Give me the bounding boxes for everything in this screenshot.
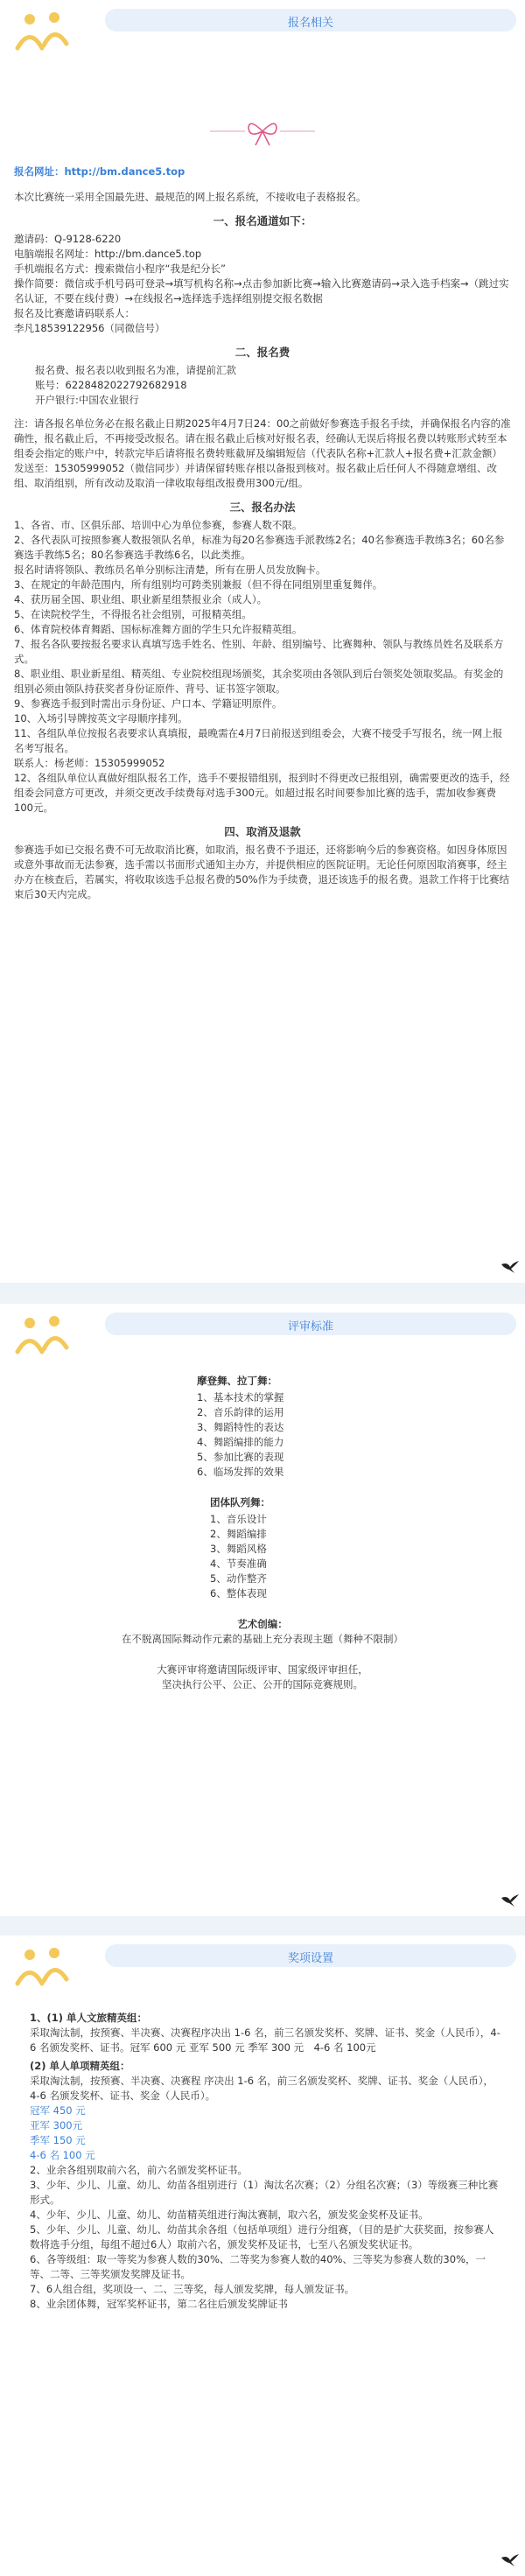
channel-line: 操作简要：微信或手机号码可登录→填写机构名称→点击参加新比赛→输入比赛邀请码→录入选手档案→（跳过实名认证，不要在线付费）→在线报名→选择选手选择组别提交报名数据 xyxy=(14,277,509,304)
award-text: 采取淘汰制，按预赛、半决赛、决赛程 序决出 1-6 名，前三名颁发奖杯、奖牌、证书、奖金（人民币），4-6 名颁发奖杯、证书、奖金（人民币）。 xyxy=(30,2075,494,2102)
section-title-pill xyxy=(105,1312,516,1335)
registration-url[interactable]: 报名网址：http://bm.dance5.top xyxy=(14,165,186,178)
criteria-item: 5、参加比赛的表现 xyxy=(197,1451,284,1463)
prize-amount: 季军 150 元 xyxy=(30,2134,86,2146)
criteria-panel xyxy=(0,1304,525,1916)
method-line: 2、各代表队可按照参赛人数报领队名单，标准为每20名参赛选手派教练2名；40名参赛选手教练3名；60名参赛选手教练5名；80名参赛选手教练6名，以此类推。 xyxy=(14,534,505,561)
method-line: 12、各组队单位认真做好组队报名工作，选手不要报错组别，报到时不得更改已报组别，确需要更改的选手，经组委会同意方可更改，并须交更改手续费每对选手300元。如超过报名时间要参加比赛的选手，需加收参赛费100元。 xyxy=(14,772,510,814)
closing-line: 坚决执行公平、公正、公开的国际竞赛规则。 xyxy=(162,1678,363,1690)
criteria-item: 5、动作整齐 xyxy=(210,1572,267,1585)
method-line: 10、入场引导牌按英文字母顺序排列。 xyxy=(14,712,188,724)
other-awards-list xyxy=(30,2163,502,2312)
criteria-closing xyxy=(14,1662,511,1692)
criteria-item: 1、音乐设计 xyxy=(210,1513,267,1525)
award-group-title: (2) 单人单项精英组： xyxy=(30,2060,130,2072)
method-line: 3、在规定的年龄范围内，所有组别均可跨类别兼报（但不得在同组别里重复舞伴。 xyxy=(14,578,383,591)
prize-amount: 亚军 300元 xyxy=(30,2119,83,2132)
award-line: 8、业余团体舞，冠军奖杯证书，第二名往后颁发奖牌证书 xyxy=(30,2298,288,2310)
fee-line: 账号：6228482022792682918 xyxy=(35,379,187,391)
criteria-item: 6、临场发挥的效果 xyxy=(197,1466,284,1478)
criteria-item: 4、节奏准确 xyxy=(210,1558,267,1570)
method-line: 7、报名各队要按报名要求认真填写选手姓名、性别、年龄、组别编号、比赛舞种、领队与教练员姓名及联系方式。 xyxy=(14,638,504,665)
awards-header xyxy=(0,1936,525,1997)
criteria-item: 2、舞蹈编排 xyxy=(210,1528,267,1540)
criteria-body xyxy=(0,1374,525,1692)
refund-text: 参赛选手如已交报名费不可无故取消比赛，如取消，报名费不予退还，还将影响今后的参赛资格。如因身体原因或意外事故而无法参赛，选手需以书面形式通知主办方，并提供相应的医院证明。无论任何原因取消赛事，经主办方在核查后，若属实，将收取该选手总报名费的50%作为手续费，退还该选手的报名费。退款工作将于比赛结束后30天内完成。 xyxy=(14,844,510,900)
channel-line: 李凡18539122956（同微信号） xyxy=(14,322,165,334)
swallow-icon xyxy=(500,1894,520,1908)
section-title-pill xyxy=(105,9,516,32)
criteria-item: 3、舞蹈风格 xyxy=(210,1543,267,1555)
method-line: 联系人：杨老师：15305999052 xyxy=(14,757,165,769)
method-line: 报名时请将领队、教练员名单分别标注清楚，所有在册人员发放胸卡。 xyxy=(14,564,326,576)
award-group-title: 1、(1) 单人文旅精英组： xyxy=(30,2012,148,2024)
award-line: 7、6人组合组，奖项设一、二、三等奖，每人颁发奖牌，每人颁发证书。 xyxy=(30,2283,355,2295)
team-criteria-group xyxy=(210,1495,315,1601)
section-title: 报名相关 xyxy=(287,17,333,30)
channel-line: 电脑端报名网址：http://bm.dance5.top xyxy=(14,248,202,260)
section-title: 评审标准 xyxy=(287,1320,333,1334)
criteria-item: 1、基本技术的掌握 xyxy=(197,1391,284,1404)
closing-line: 大赛评审将邀请国际级评审、国家级评审担任， xyxy=(157,1663,368,1676)
channel-list xyxy=(14,232,511,336)
criteria-item: 3、舞蹈特性的表达 xyxy=(197,1421,284,1433)
criteria-item: 2、音乐韵律的运用 xyxy=(197,1406,284,1418)
dancer-decoration-icon xyxy=(9,9,79,52)
method-line: 6、体育院校体育舞蹈、国标标准舞方面的学生只允许报精英组。 xyxy=(14,623,303,635)
fee-heading: 二、报名费 xyxy=(234,346,290,359)
registration-panel xyxy=(0,0,525,1283)
award-line: 4、少年、少儿、儿童、幼儿、幼苗精英组进行淘汰赛制，取六名，颁发奖金奖杯及证书。 xyxy=(30,2208,429,2221)
latin-criteria-group xyxy=(197,1374,328,1480)
ribbon-bow-icon xyxy=(210,114,315,149)
award-line: 3、少年、少儿、儿童、幼儿、幼苗各组别进行（1）淘汰名次赛；（2）分组名次赛；（3）等级赛三种比赛形式。 xyxy=(30,2179,499,2206)
swallow-icon xyxy=(500,1260,520,1274)
channel-line: 邀请码：Q-9128-6220 xyxy=(14,233,122,245)
channel-line: 报名及比赛邀请码联系人： xyxy=(14,307,135,319)
criteria-group-title: 摩登舞、拉丁舞： xyxy=(197,1375,277,1387)
award-line: 2、业余各组别取前六名，前六名颁发奖杯证书。 xyxy=(30,2164,248,2176)
criteria-text: 在不脱离国际舞动作元素的基础上充分表现主题（舞种不限制） xyxy=(122,1633,403,1645)
method-line: 9、参赛选手报到时需出示身份证、户口本、学籍证明原件。 xyxy=(14,697,283,710)
dancer-decoration-icon xyxy=(9,1312,79,1356)
intro-text: 本次比赛统一采用全国最先进、最规范的网上报名系统，不接收电子表格报名。 xyxy=(14,191,367,203)
prize-list xyxy=(30,2104,502,2163)
method-line: 8、职业组、职业新星组、精英组、专业院校组现场颁奖，其余奖项由各领队到后台领奖处领取奖品。有奖金的组别必须由领队持获奖者身份证原件、背号、证书签字领取。 xyxy=(14,668,504,695)
method-list xyxy=(14,518,511,816)
prize-amount: 4-6 名 100 元 xyxy=(30,2149,95,2161)
channel-line: 手机端报名方式：搜索微信小程序“我是纪分长” xyxy=(14,262,226,275)
fee-note: 注：请各报名单位务必在报名截止日期2025年4月7日24：00之前做好参赛选手报名手续，并确保报名内容的准确性，报名截止后，不再接受改报名。请在报名截止后核对好报名表，经确认无误后将报名费以转账形式转至本组委会指定的账户中，转款完毕后请将报名费转账截屏及编辑短信（代表队名称+汇款人+报名费+汇款金额）发送至：15305999052（微信同步）并请保留转账存根以备报到核对。报名截止后任何人不得随意增组、改组、取消组别，所有改动及取消一律收取每组改报费用300元/组。 xyxy=(14,417,511,489)
awards-body xyxy=(16,2011,516,2312)
method-heading: 三、报名办法 xyxy=(229,500,296,514)
fee-line: 开户银行:中国农业银行 xyxy=(35,394,139,406)
award-text: 采取淘汰制，按预赛、半决赛、决赛程序决出 1-6 名，前三名颁发奖杯、奖牌、证书、奖金（人民币），4-6 名颁发奖杯、证书。冠军 600 元 亚军 500 元 季军 300 元 4-6 名 100元 xyxy=(30,2026,500,2054)
award-line: 6、各等级组：取一等奖为参赛人数的30%、二等奖为参赛人数的40%、三等奖为参赛人数的30%，一等、二等、三等奖颁发奖牌及证书。 xyxy=(30,2253,486,2280)
section-title: 奖项设置 xyxy=(287,1952,333,1965)
criteria-item: 6、整体表现 xyxy=(210,1587,267,1600)
fee-list xyxy=(14,363,511,408)
award-line: 5、少年、少儿、儿童、幼儿、幼苗其余各组（包括单项组）进行分组赛，（目的是扩大获奖面，按参赛人数将选手分组，每组不超过6人）取前六名，颁发奖杯及证书，七至八名颁发奖状证书。 xyxy=(30,2223,494,2250)
section-title-pill xyxy=(105,1944,516,1967)
registration-body xyxy=(0,164,525,902)
awards-panel xyxy=(0,1936,525,2576)
refund-heading: 四、取消及退款 xyxy=(224,825,301,838)
criteria-group-title: 艺术创编： xyxy=(237,1618,288,1630)
creative-criteria-group xyxy=(14,1617,511,1647)
dancer-decoration-icon xyxy=(9,1944,79,1988)
criteria-group-title: 团体队列舞： xyxy=(210,1496,270,1508)
method-line: 5、在读院校学生，不得报名社会组别，可报精英组。 xyxy=(14,608,252,620)
registration-header xyxy=(0,0,525,61)
criteria-item: 4、舞蹈编排的能力 xyxy=(197,1436,284,1448)
swallow-icon xyxy=(500,2553,520,2567)
prize-amount: 冠军 450 元 xyxy=(30,2104,86,2117)
method-line: 1、各省、市、区俱乐部、培训中心为单位参赛，参赛人数不限。 xyxy=(14,519,303,531)
method-line: 4、获历届全国、职业组、职业新星组禁报业余（成人）。 xyxy=(14,593,268,606)
fee-line: 报名费、报名表以收到报名为准，请提前汇款 xyxy=(35,364,236,376)
method-line: 11、各组队单位按报名表要求认真填报，最晚需在4月7日前报送到组委会，大赛不接受手写报名，统一网上报名考写报名。 xyxy=(14,727,503,754)
channel-heading: 一、报名通道如下： xyxy=(213,214,312,228)
criteria-header xyxy=(0,1304,525,1365)
